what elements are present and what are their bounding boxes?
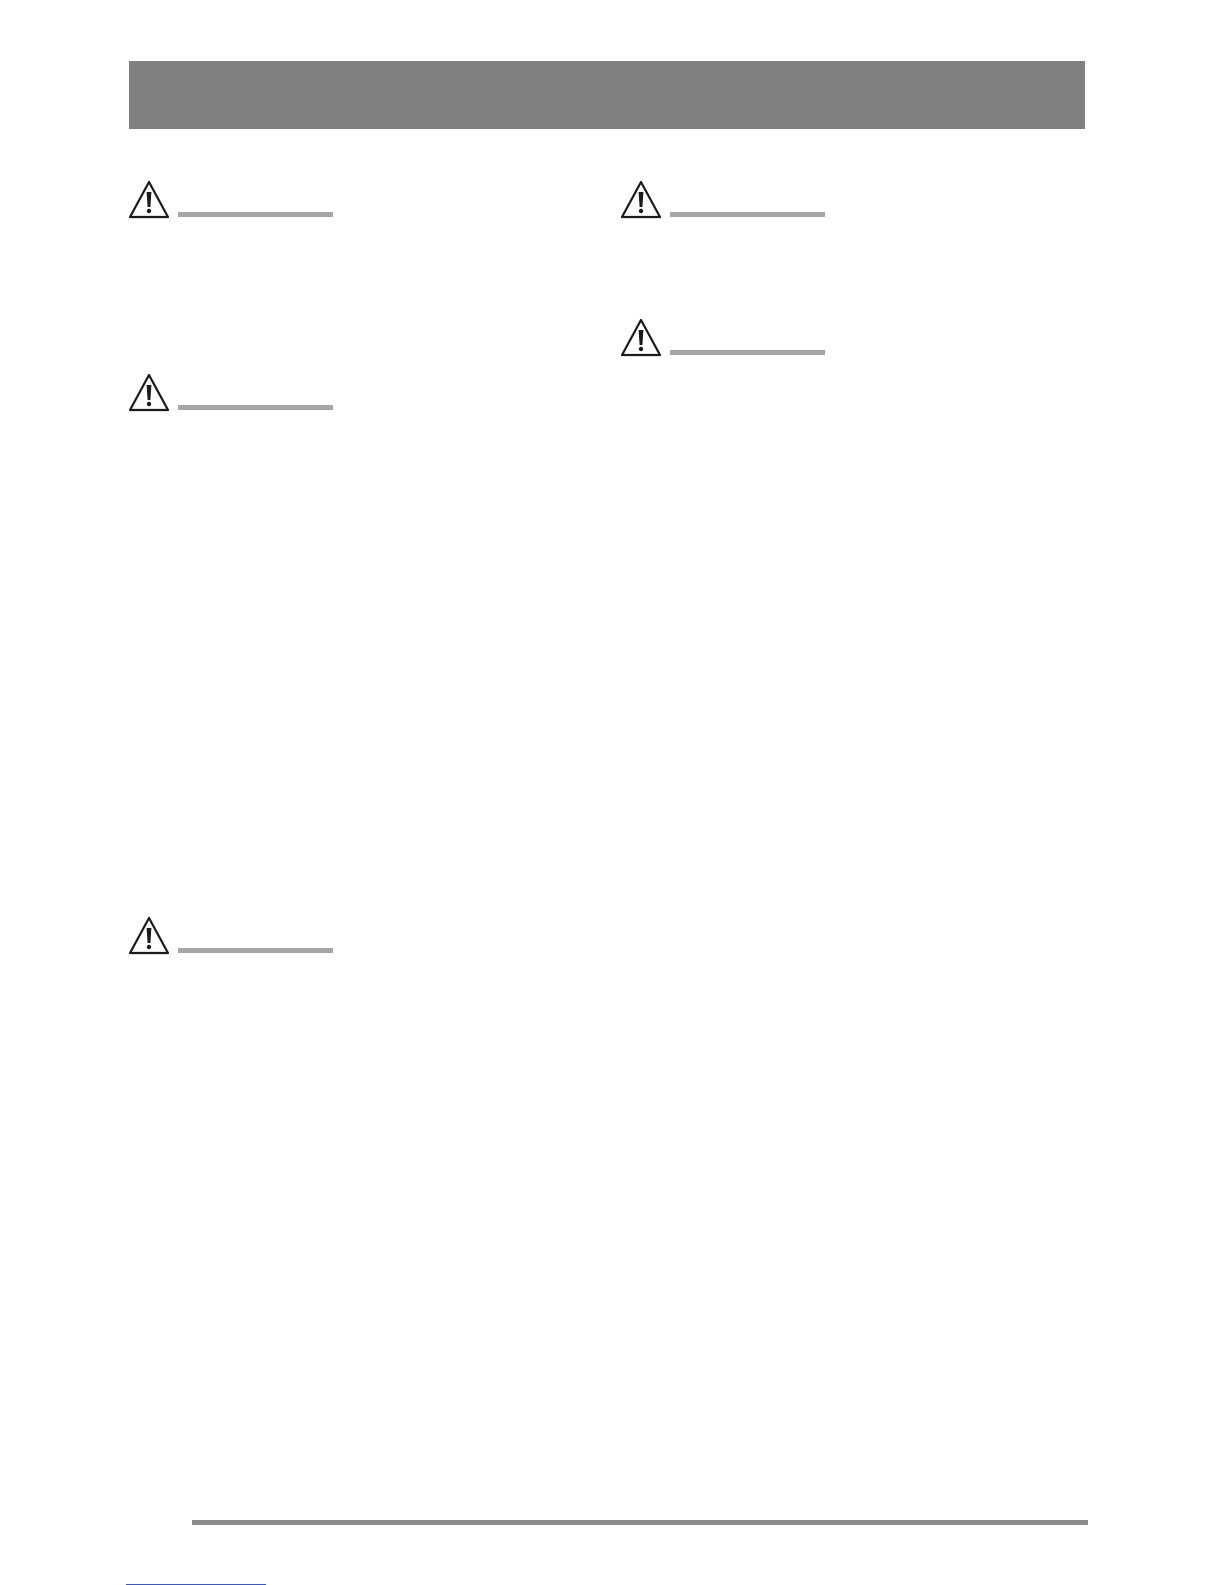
warning-triangle-icon [128,180,170,220]
warning-block-1 [128,180,338,222]
warning-heading-rule [178,948,333,953]
warning-heading-rule [670,350,825,355]
warning-triangle-icon [128,916,170,956]
page-header-bar [129,61,1085,129]
warning-block-4 [620,180,830,222]
warning-block-3 [128,916,338,958]
footer-link[interactable] [126,1572,266,1585]
warning-triangle-icon [128,373,170,413]
warning-block-2 [128,373,338,415]
warning-heading-rule [178,212,333,217]
warning-triangle-icon [620,318,662,358]
warning-heading-rule [178,405,333,410]
warning-block-5 [620,318,830,360]
footer-rule [192,1520,1088,1525]
warning-heading-rule [670,212,825,217]
warning-triangle-icon [620,180,662,220]
